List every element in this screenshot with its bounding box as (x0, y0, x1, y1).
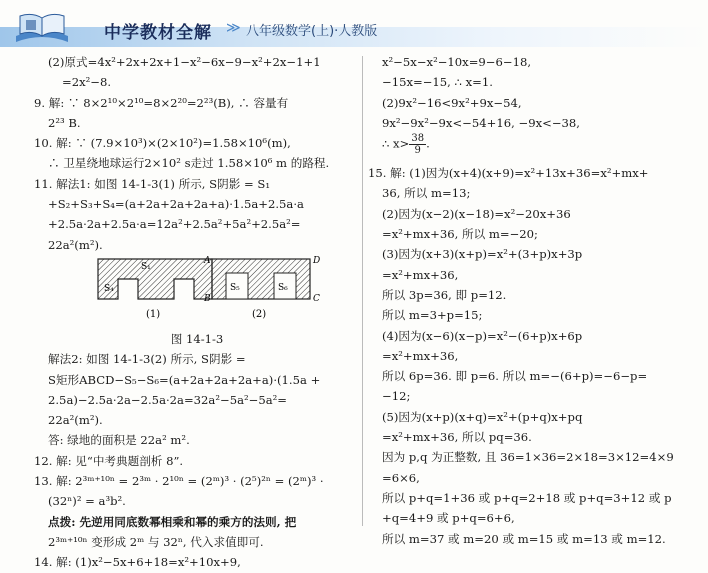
text-line: 所以 m=3+p=15; (382, 308, 483, 323)
text-line: 因为 p,q 为正整数, 且 36=1×36=2×18=3×12=4×9 (382, 450, 674, 465)
figure-diagram (34, 255, 360, 329)
text-line: =x²+mx+36, (382, 267, 459, 282)
fig1-caption: (1) (146, 308, 161, 320)
fraction-tail: . (426, 136, 430, 151)
text-line: 所以 6p=36. 即 p=6. 所以 m=−(6+p)=−6−p= (382, 369, 648, 384)
book-logo-icon (12, 6, 72, 44)
fig-label-c: C (313, 293, 320, 304)
fraction-line (368, 133, 680, 163)
text-line: 答: 绿地的面积是 22a² m². (48, 433, 190, 448)
header-subtitle: 八年级数学(上)·人教版 (246, 24, 378, 39)
text-line: (2)9x²−16<9x²+9x−54, (382, 95, 522, 110)
text-line: 所以 3p=36, 即 p=12. (382, 287, 507, 302)
text-line: 点拨: 先逆用同底数幂相乘和幂的乘方的法则, 把 (48, 514, 297, 529)
text-line: =x²+mx+36, 所以 pq=36. (382, 430, 532, 445)
text-line: 22a²(m²). (48, 413, 103, 428)
fig-label-s1: S₁ (141, 261, 151, 272)
text-line: S矩形ABCD−S₅−S₆=(a+2a+2a+2a+a)·(1.5a + (48, 372, 321, 387)
header-title: 中学教材全解 (104, 23, 212, 43)
fraction (409, 133, 426, 156)
figure-14-1-3 (34, 255, 360, 329)
text-line: 2²³ B. (48, 115, 81, 130)
column-divider (362, 56, 363, 526)
text-line: 36, 所以 m=13; (382, 186, 471, 201)
fig-label-s6: S₆ (278, 282, 288, 293)
text-line: ∴ x> (382, 136, 410, 151)
text-line: 11. 解法1: 如图 14-1-3(1) 所示, S阴影 = S₁ (34, 176, 270, 191)
text-line: +2.5a·2a+2.5a·a=12a²+2.5a²+5a²+2.5a²= (48, 217, 301, 232)
text-line: +q=4+9 或 p+q=6+6, (382, 511, 515, 526)
text-line: 9x²−9x²−9x<−54+16, −9x<−38, (382, 115, 580, 130)
text-line: 10. 解: ∵ (7.9×10³)×(2×10²)=1.58×10⁶(m), (34, 136, 291, 151)
text-line: −15x=−15, ∴ x=1. (382, 75, 493, 90)
figure1-shape (98, 259, 212, 299)
text-line: +S₂+S₃+S₄=(a+2a+2a+2a+a)·1.5a+2.5a·a (48, 197, 304, 212)
text-line: (32ⁿ)² = a³b². (48, 494, 126, 509)
text-line: x²−5x−x²−10x=9−6−18, (382, 55, 532, 69)
text-line: 所以 m=37 或 m=20 或 m=15 或 m=13 或 m=12. (382, 531, 666, 546)
text-line: =6×6, (382, 470, 420, 485)
fig-label-s5: S₅ (230, 282, 240, 293)
fig2-caption: (2) (252, 308, 267, 320)
left-column (34, 52, 360, 573)
text-line: 所以 p+q=1+36 或 p+q=2+18 或 p+q=3+12 或 p (382, 490, 672, 505)
text-line: (5)因为(x+p)(x+q)=x²+(p+q)x+pq (382, 409, 583, 424)
text-line: 14. 解: (1)x²−5x+6+18=x²+10x+9, (34, 555, 241, 570)
text-line: (3)因为(x+3)(x+p)=x²+(3+p)x+3p (382, 247, 583, 262)
text-line: 12. 解: 见“中考典题剖析 8”. (34, 453, 184, 468)
text-line: 15. 解: (1)因为(x+4)(x+9)=x²+13x+36=x²+mx+ (368, 166, 649, 181)
text-line: −12; (382, 389, 411, 404)
fig-label-b: B (204, 293, 211, 304)
fig-label-s4: S₄ (104, 283, 114, 294)
text-line: (2)原式=4x²+2x+2x+1−x²−6x−9−x²+2x−1+1 (48, 55, 321, 69)
text-line: (2)因为(x−2)(x−18)=x²−20x+36 (382, 206, 571, 221)
fig-label-d: D (313, 255, 321, 266)
header-arrow: ≫ (226, 20, 241, 36)
text-line: 22a²(m²). (48, 237, 103, 252)
figure-caption: 图 14-1-3 (170, 331, 224, 346)
page-header (0, 0, 708, 48)
text-line: ∴ 卫星绕地球运行2×10² s走过 1.58×10⁶ m 的路程. (48, 156, 330, 171)
text-line: =x²+mx+36, 所以 m=−20; (382, 227, 538, 242)
text-line: (4)因为(x−6)(x−p)=x²−(6+p)x+6p (382, 328, 583, 343)
fraction-denominator: 9 (414, 145, 421, 157)
text-line: 9. 解: ∵ 8×2¹⁰×2¹⁰=8×2²⁰=2²³(B), ∴ 容量有 (34, 95, 289, 110)
right-column (368, 52, 680, 549)
fraction-numerator: 38 (411, 133, 425, 145)
text-line: =2x²−8. (62, 75, 112, 90)
text-line: 2³ᵐ⁺¹⁰ⁿ 变形成 2ᵐ 与 32ⁿ, 代入求值即可. (48, 534, 264, 549)
fig-label-a: A (204, 255, 211, 266)
text-line: 2.5a)−2.5a·2a−2.5a·2a=32a²−5a²−5a²= (48, 392, 287, 407)
text-line: 解法2: 如图 14-1-3(2) 所示, S阴影 = (48, 352, 246, 367)
text-line: 13. 解: 2³ᵐ⁺¹⁰ⁿ = 2³ᵐ · 2¹⁰ⁿ = (2ᵐ)³ · (2⁵)²ⁿ = (2ᵐ)³ · (34, 474, 324, 489)
text-line: =x²+mx+36, (382, 348, 459, 363)
